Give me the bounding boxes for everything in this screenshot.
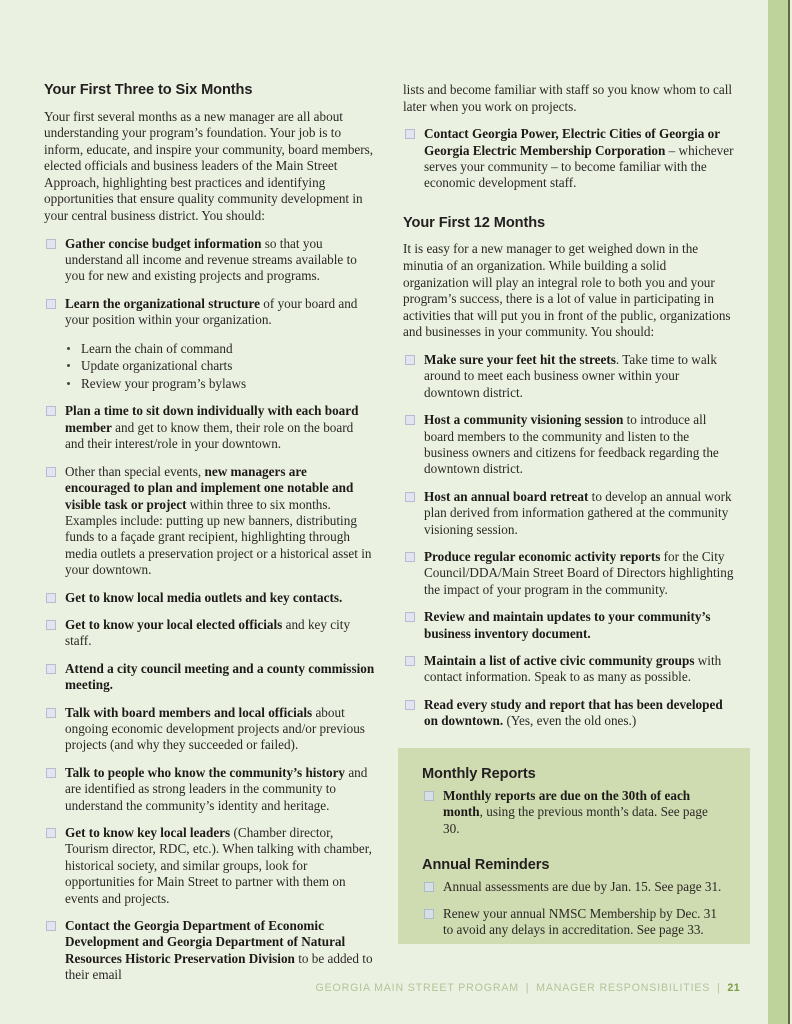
checklist-item-text: so that you understand all income and revenue streams available to you for new and existing projects and programs.: [65, 235, 357, 284]
checklist-item[interactable]: [403, 126, 734, 192]
annual-reminders-heading: Annual Reminders: [422, 857, 550, 874]
right-continuation-paragraph: lists and become familiar with staff so you know whom to call later when you work on projects.: [403, 82, 733, 114]
checklist-item-bold: Host an annual board retreat: [424, 488, 589, 504]
checklist-item-bold: Contact the Georgia Department of Economic Development and Georgia Department of Natural Resources Historic Preservation Division: [65, 918, 346, 966]
checklist-item[interactable]: [44, 918, 375, 984]
checklist-item-text: (Yes, even the old ones.): [503, 713, 637, 729]
checklist-item-bold: Make sure your feet hit the streets: [424, 351, 616, 367]
left-section-heading: Your First Three to Six Months: [44, 82, 253, 98]
checklist-item[interactable]: [44, 617, 375, 650]
checklist-item[interactable]: [403, 549, 734, 598]
checkbox-icon[interactable]: [46, 708, 56, 718]
checklist-item-text: . Take time to walk around to meet each business owner within your downtown district.: [424, 351, 717, 400]
checkbox-icon[interactable]: [46, 620, 56, 630]
checkbox-icon[interactable]: [424, 909, 434, 919]
checkbox-icon[interactable]: [405, 700, 415, 710]
checklist-item-text: about ongoing economic development projects and/or previous projects (and why they succeeded or failed).: [65, 704, 365, 753]
sub-bullet-item: Review your program’s bylaws: [66, 375, 375, 393]
checklist-item[interactable]: [403, 653, 734, 686]
page-edge-rule: [788, 0, 790, 1024]
footer-program-name: GEORGIA MAIN STREET PROGRAM: [315, 982, 519, 994]
footer-separator-2: |: [717, 982, 721, 994]
checklist-item-bold: Gather concise budget information: [65, 235, 262, 251]
checklist-item[interactable]: [44, 705, 375, 754]
checklist-item-text: and are identified as strong leaders in the community to understand the community’s identity and heritage.: [65, 764, 368, 813]
checklist-item[interactable]: [403, 609, 734, 642]
checklist-item[interactable]: [422, 788, 726, 837]
checklist-item[interactable]: [44, 765, 375, 814]
checkbox-icon[interactable]: [424, 882, 434, 892]
checklist-item[interactable]: [403, 412, 734, 478]
checklist-item-text: for the City Council/DDA/Main Street Board of Directors highlighting the impact of your program in the community.: [424, 548, 734, 597]
checklist-item-bold: Attend a city council meeting and a county commission meeting.: [65, 660, 375, 693]
sub-bullet-item: Update organizational charts: [66, 357, 375, 375]
checklist-item-text: within three to six months. Examples include: putting up new banners, distributing funds to a façade grant recipient, highlighting through media outlets a preservation project or a historical asset in your downtown.: [65, 496, 372, 578]
monthly-reports-list: [422, 788, 726, 837]
right-continuation-list: [403, 126, 734, 192]
checkbox-icon[interactable]: [46, 467, 56, 477]
footer-section-name: MANAGER RESPONSIBILITIES: [536, 982, 711, 994]
left-column: [44, 82, 375, 984]
checklist-item-bold: Get to know your local elected officials: [65, 616, 283, 632]
checklist-item-text: , using the previous month’s data. See page 30.: [443, 804, 708, 836]
checklist-item-text: (Chamber director, Tourism director, RDC, etc.). When talking with chamber, historical society, and similar groups, look for opportunities for Main Street to partner with them on events and projects.: [65, 825, 372, 906]
checklist-item[interactable]: [44, 825, 375, 907]
footer-page-number: 21: [727, 982, 740, 994]
checklist-item-text: with contact information. Speak to as many as possible.: [424, 652, 722, 685]
checklist-item-text: to develop an annual work plan derived from information gathered at the community visioning session.: [424, 488, 732, 537]
checklist-item-lead: Other than special events,: [65, 463, 205, 479]
checklist-item[interactable]: [44, 590, 375, 606]
checklist-item-bold: Host a community visioning session: [424, 412, 624, 428]
checkbox-icon[interactable]: [46, 768, 56, 778]
checklist-item-text: to be added to their email: [65, 950, 373, 983]
checklist-item[interactable]: [44, 296, 375, 329]
checklist-item[interactable]: [403, 352, 734, 401]
checklist-item-bold: Get to know local media outlets and key contacts.: [65, 589, 343, 605]
checkbox-icon[interactable]: [405, 552, 415, 562]
sub-bullet-item: Learn the chain of command: [66, 340, 375, 358]
checklist-item-text: and get to know them, their role on the board and their interest/role in your downtown.: [65, 419, 354, 452]
checkbox-icon[interactable]: [46, 406, 56, 416]
checklist-item-bold: Maintain a list of active civic community groups: [424, 652, 695, 668]
checkbox-icon[interactable]: [405, 415, 415, 425]
checklist-item[interactable]: [44, 661, 375, 694]
checklist-item[interactable]: [422, 879, 726, 895]
checklist-item[interactable]: [422, 906, 726, 939]
checklist-item-bold: Talk with board members and local officials: [65, 704, 313, 720]
checklist-item-bold: Read every study and report that has been developed on downtown.: [424, 696, 723, 729]
checkbox-icon[interactable]: [46, 921, 56, 931]
sub-bullet-list: [44, 340, 375, 393]
checklist-item-text: of your board and your position within your organization.: [65, 295, 358, 328]
checklist-item[interactable]: [44, 464, 375, 579]
checkbox-icon[interactable]: [46, 299, 56, 309]
left-checklist: [44, 236, 375, 984]
checklist-item-bold: Get to know key local leaders: [65, 825, 231, 840]
checkbox-icon[interactable]: [46, 239, 56, 249]
footer-separator-1: |: [525, 982, 530, 994]
checklist-item-bold: Talk to people who know the community’s history: [65, 764, 346, 780]
checkbox-icon[interactable]: [405, 355, 415, 365]
checkbox-icon[interactable]: [405, 492, 415, 502]
left-intro-paragraph: Your first several months as a new manager are all about understanding your program’s foundation. Your job is to inform, educate, and inspire your community, board members, elected officials and business leaders of the Main Street Approach, highlighting best practices and identifying opportunities that ensure quality community development in your central business district. You should:: [44, 108, 374, 224]
page-edge-strip: [768, 0, 788, 1024]
checklist-item-bold: Monthly reports are due on the 30th of each month: [443, 788, 691, 820]
checkbox-icon[interactable]: [405, 612, 415, 622]
checklist-item-text: – whichever serves your community – to become familiar with the economic development staff.: [424, 142, 734, 191]
checklist-item-bold: Contact Georgia Power, Electric Cities of Georgia or Georgia Electric Membership Corporation: [424, 126, 720, 158]
checklist-item-bold: Plan a time to sit down individually with each board member: [65, 403, 359, 435]
checklist-item-text: Renew your annual NMSC Membership by Dec. 31 to avoid any delays in accreditation. See page 33.: [443, 905, 717, 938]
checklist-item[interactable]: [403, 489, 734, 538]
checkbox-icon[interactable]: [46, 828, 56, 838]
checklist-item-text: to introduce all board members to the community and listen to the business owners and citizens for feedback regarding the downtown district.: [424, 412, 719, 477]
checklist-item-bold: Review and maintain updates to your community’s business inventory document.: [424, 609, 711, 641]
right-checklist: [403, 352, 734, 730]
annual-reminders-list: [422, 879, 726, 938]
checklist-item[interactable]: [44, 236, 375, 285]
checkbox-icon[interactable]: [46, 593, 56, 603]
page-footer: [0, 982, 740, 994]
monthly-reports-heading: Monthly Reports: [422, 766, 536, 782]
right-section-heading: Your First 12 Months: [403, 214, 546, 231]
checklist-item[interactable]: [403, 697, 734, 730]
checkbox-icon[interactable]: [405, 656, 415, 666]
checklist-item-text: and key city staff.: [65, 616, 351, 649]
checkbox-icon[interactable]: [405, 129, 415, 139]
callout-box: [398, 748, 750, 944]
heading-spacer: [403, 192, 734, 215]
checkbox-icon[interactable]: [424, 791, 434, 801]
right-intro-paragraph: It is easy for a new manager to get weighed down in the minutia of an organization. While building a solid organization will play an integral role to both you and your program’s success, there is a lot of value in participating in activities that will put you in front of the public, organizations and businesses in your community. You should:: [403, 241, 731, 340]
checklist-item[interactable]: [44, 403, 375, 452]
checklist-item-bold: new managers are encouraged to plan and implement one notable and visible task or project: [65, 463, 354, 512]
checklist-item-bold: Learn the organizational structure: [65, 295, 260, 311]
checkbox-icon[interactable]: [46, 664, 56, 674]
checklist-item-text: Annual assessments are due by Jan. 15. See page 31.: [443, 879, 722, 895]
checklist-item-bold: Produce regular economic activity reports: [424, 548, 661, 564]
